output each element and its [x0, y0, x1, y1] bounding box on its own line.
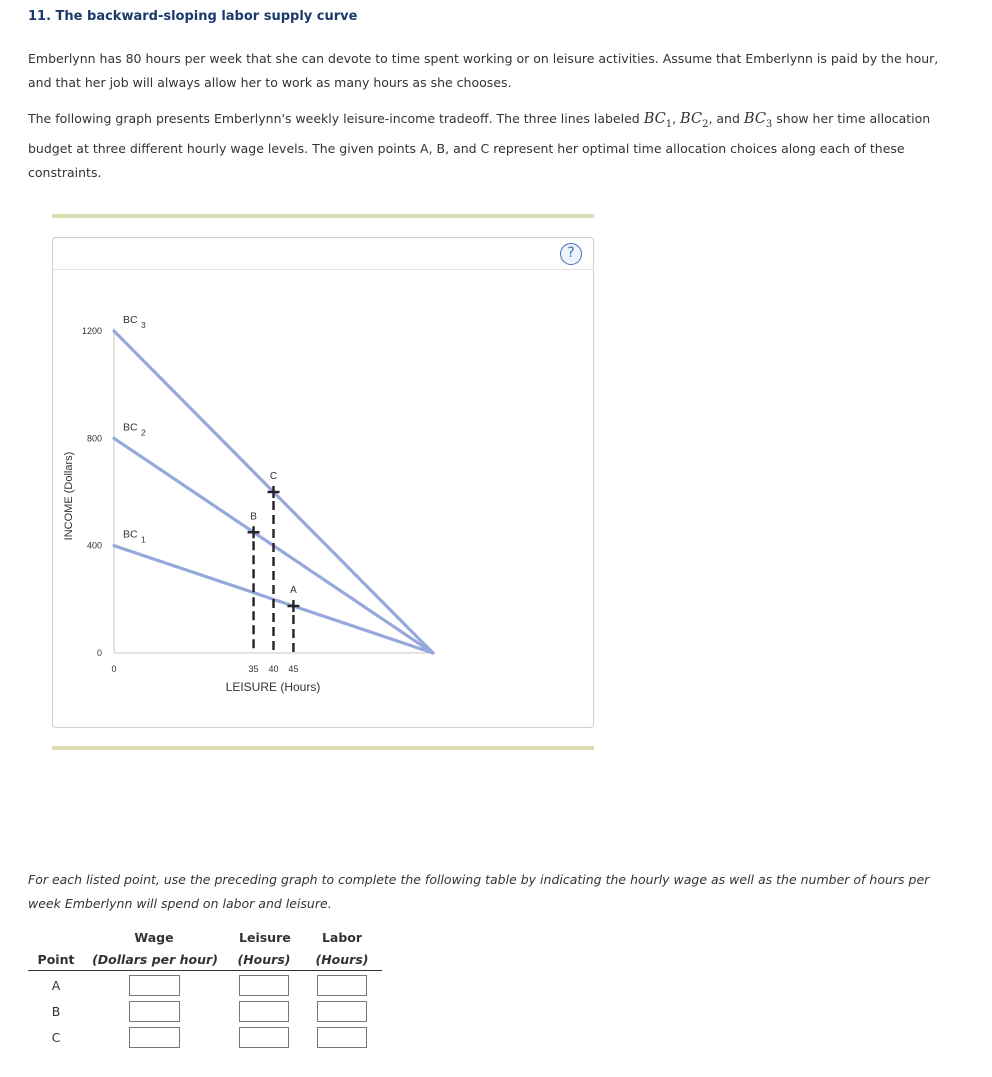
- row-point-b: B: [51, 1004, 61, 1019]
- graph-description-text-end: show her time allocation budget at three different hourly wage levels. The given points A, B, and C represent her optimal time allocation choices along each of these constraints.: [28, 111, 931, 180]
- x-tick-0: 0: [111, 664, 117, 674]
- budget-label-bc1: BC: [123, 528, 138, 541]
- graph-bottom-divider: [52, 746, 594, 750]
- wage-input-b[interactable]: [129, 1001, 180, 1022]
- point-header: Point: [37, 952, 75, 967]
- labor-input-b[interactable]: [317, 1001, 367, 1022]
- wage-input-c[interactable]: [129, 1027, 180, 1048]
- y-axis-label: INCOME (Dollars): [63, 451, 75, 541]
- budget-label-bc3-subscript: 3: [141, 320, 146, 330]
- x-tick-35: 35: [248, 664, 259, 674]
- table-header-rule: [28, 970, 382, 971]
- leisure-input-c[interactable]: [239, 1027, 289, 1048]
- leisure-header: Leisure: [239, 930, 291, 945]
- budget-label-bc1-subscript: 1: [141, 534, 146, 545]
- intro-paragraph: Emberlynn has 80 hours per week that she can devote to time spent working or on leisure activities. Assume that Emberlynn is paid by the hour, and that her job will always allow her to work as many hours as she chooses.: [28, 51, 939, 90]
- y-tick-800: 800: [86, 433, 102, 444]
- row-point-a: A: [51, 978, 61, 993]
- labor-input-c[interactable]: [317, 1027, 367, 1048]
- budget-label-bc2: BC: [123, 421, 138, 434]
- budget-label-bc2-subscript: 2: [141, 427, 146, 438]
- leisure-income-graph: [53, 238, 593, 727]
- budget-label-bc3: BC: [123, 314, 138, 326]
- leisure-input-b[interactable]: [239, 1001, 289, 1022]
- wage-input-a[interactable]: [129, 975, 180, 996]
- question-title: 11. The backward-sloping labor supply curve: [28, 9, 358, 24]
- wage-unit-header: (Dollars per hour): [92, 952, 218, 967]
- x-tick-40: 40: [268, 664, 279, 674]
- y-tick-400: 400: [86, 540, 102, 551]
- point-b-label: B: [250, 511, 257, 523]
- bc1-label: $BC_1$: [643, 111, 673, 130]
- labor-header: Labor: [321, 930, 363, 945]
- x-axis-label: LEISURE (Hours): [225, 680, 321, 694]
- leisure-unit-header: (Hours): [237, 952, 291, 967]
- point-a-label: A: [290, 585, 297, 597]
- labor-unit-header: (Hours): [315, 952, 369, 967]
- labor-input-a[interactable]: [317, 975, 367, 996]
- bc3-label: $BC_3$: [743, 111, 773, 130]
- row-point-c: C: [51, 1030, 61, 1045]
- y-tick-1200: 1200: [81, 326, 102, 336]
- y-tick-0: 0: [96, 648, 102, 658]
- x-tick-45: 45: [288, 664, 299, 674]
- graph-top-divider: [52, 214, 594, 218]
- leisure-input-a[interactable]: [239, 975, 289, 996]
- point-c-label: C: [269, 471, 278, 482]
- graph-description-text-start: The following graph presents Emberlynn's weekly leisure-income tradeoff. The three lines labeled: [28, 111, 644, 126]
- graph-panel: [52, 237, 594, 728]
- bc2-label: $BC_2$: [680, 111, 709, 130]
- wage-header: Wage: [134, 930, 174, 945]
- help-button[interactable]: ?: [560, 243, 582, 265]
- graph-description-paragraph: The following graph presents Emberlynn's weekly leisure-income tradeoff. The three lines labeled $BC_1$, $BC_2$, and $BC_3$ show her time allocation budget at three different hourly wage levels. The given points A, B, and C represent her optimal time allocation choices along each of these constraints.: [28, 111, 931, 180]
- table-instructions: For each listed point, use the preceding graph to complete the following table by indicating the hourly wage as well as the number of hours per week Emberlynn will spend on labor and leisure.: [28, 872, 930, 911]
